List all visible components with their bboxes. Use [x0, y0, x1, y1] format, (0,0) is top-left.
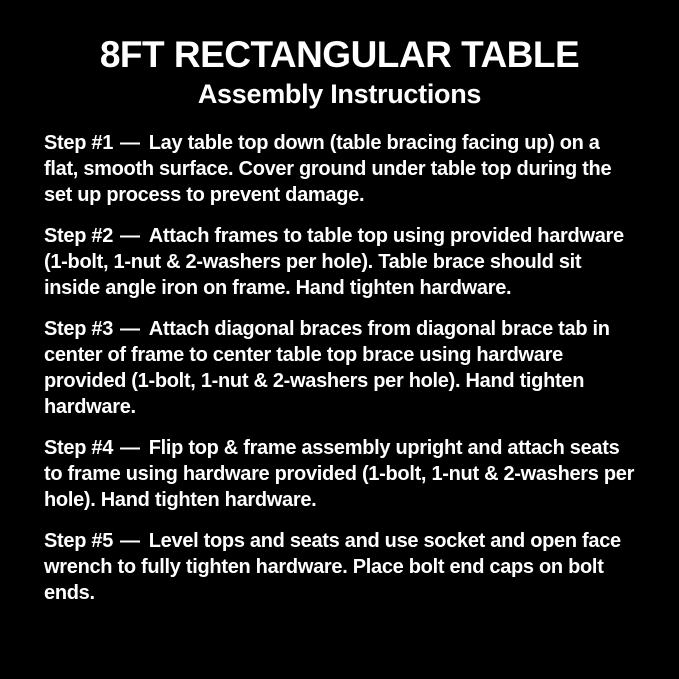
step-separator: — — [120, 530, 140, 552]
step-separator: — — [120, 318, 140, 340]
step-text: Level tops and seats and use socket and open face wrench to fully tighten hardware. Place bolt end caps on bolt ends. — [44, 530, 621, 604]
page-title: 8FT RECTANGULAR TABLE — [99, 34, 580, 75]
step-paragraph-1 — [44, 130, 637, 208]
step-text: Lay table top down (table bracing facing up) on a flat, smooth surface. Cover ground under table top during the set up process to prevent damage. — [44, 132, 612, 206]
page-subtitle: Assembly Instructions — [197, 79, 482, 109]
step-separator: — — [120, 132, 140, 154]
step-text: Flip top & frame assembly upright and attach seats to frame using hardware provided (1-bolt, 1-nut & 2-washers per hole). Hand tighten hardware. — [44, 437, 635, 511]
step-paragraph-3 — [44, 316, 637, 420]
step-paragraph-4 — [44, 435, 637, 513]
header — [0, 0, 679, 110]
step-label: Step #2 — [44, 225, 114, 247]
step-separator: — — [120, 225, 140, 247]
step-text: Attach diagonal braces from diagonal brace tab in center of frame to center table top brace using hardware provided (1-bolt, 1-nut & 2-washers per hole). Hand tighten hardware. — [44, 318, 610, 418]
step-label: Step #3 — [44, 318, 114, 340]
step-paragraph-2 — [44, 223, 637, 301]
step-paragraph-5 — [44, 528, 637, 606]
step-label: Step #4 — [44, 437, 114, 459]
step-label: Step #5 — [44, 530, 114, 552]
step-label: Step #1 — [44, 132, 114, 154]
step-text: Attach frames to table top using provided hardware (1-bolt, 1-nut & 2-washers per hole). Table brace should sit inside angle iron on frame. Hand tighten hardware. — [44, 225, 624, 299]
steps-list — [0, 110, 679, 606]
step-separator: — — [120, 437, 140, 459]
